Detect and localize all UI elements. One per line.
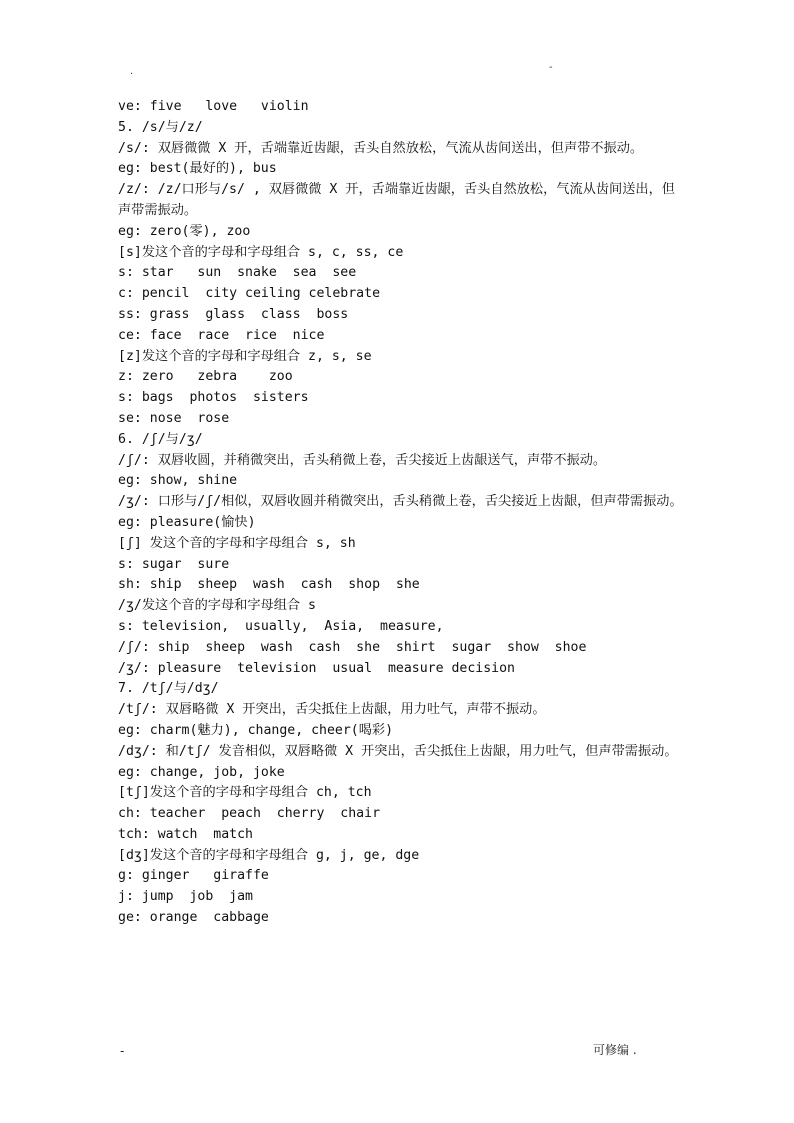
text-line: s: star sun snake sea see xyxy=(118,265,357,281)
text-line: eg: change, job, joke xyxy=(118,764,285,780)
text-line: /ʒ/: pleasure television usual measure decision xyxy=(118,660,515,676)
text-line: sh: ship sheep wash cash shop she xyxy=(118,577,420,593)
text-line: ge: orange cabbage xyxy=(118,910,269,926)
text-line: eg: best(最好的), bus xyxy=(118,161,277,177)
section-heading: 6. /ʃ/与/ʒ/ xyxy=(118,431,203,447)
text-line: ch: teacher peach cherry chair xyxy=(118,806,381,822)
text-line: [tʃ]发这个音的字母和字母组合 ch, tch xyxy=(118,785,372,801)
text-line: [s]发这个音的字母和字母组合 s, c, ss, ce xyxy=(118,244,404,260)
text-line: /ʒ/: 口形与/ʃ/相似，双唇收圆并稍微突出，舌头稍微上卷，舌尖接近上齿龈，但声带需振动。 xyxy=(118,494,683,510)
section-heading: 7. /tʃ/与/dʒ/ xyxy=(118,681,219,697)
text-line: s: bags photos sisters xyxy=(118,390,309,406)
text-line: ce: face race rice nice xyxy=(118,327,325,343)
text-line: s: television, usually, Asia, measure, xyxy=(118,618,444,634)
text-line: eg: show, shine xyxy=(118,473,238,489)
text-line: j: jump job jam xyxy=(118,889,253,905)
text-line: /ʃ/: ship sheep wash cash she shirt sugar show shoe xyxy=(118,639,587,655)
header-left-mark: . xyxy=(130,66,134,77)
footer-left-mark: - xyxy=(120,1044,125,1058)
text-line: [dʒ]发这个音的字母和字母组合 g, j, ge, dge xyxy=(118,847,420,863)
text-line: eg: pleasure(愉快) xyxy=(118,514,256,530)
text-line: eg: zero(零), zoo xyxy=(118,223,251,239)
text-line: eg: charm(魅力), change, cheer(喝彩) xyxy=(118,722,394,738)
footer-editable-note: 可修编 . xyxy=(593,1043,637,1057)
text-line: se: nose rose xyxy=(118,410,230,426)
text-line: /ʒ/发这个音的字母和字母组合 s xyxy=(118,598,316,614)
text-line: /tʃ/: 双唇略微 X 开突出，舌尖抵住上齿龈，用力吐气，声带不振动。 xyxy=(118,702,546,718)
text-line: z: zero zebra zoo xyxy=(118,369,293,385)
text-line: c: pencil city ceiling celebrate xyxy=(118,286,381,302)
text-line: /dʒ/: 和/tʃ/ 发音相似，双唇略微 X 开突出，舌尖抵住上齿龈，用力吐气，但声带需振动。 xyxy=(118,743,678,759)
header-right-mark: - xyxy=(549,62,553,73)
text-line: /s/: 双唇微微 X 开，舌端靠近齿龈，舌头自然放松，气流从齿间送出，但声带不振动。 xyxy=(118,140,644,156)
text-line: ss: grass glass class boss xyxy=(118,306,349,322)
text-line: /ʃ/: 双唇收圆，并稍微突出，舌头稍微上卷，舌尖接近上齿龈送气，声带不振动。 xyxy=(118,452,607,468)
text-line: s: sugar sure xyxy=(118,556,230,572)
document-body xyxy=(118,97,688,929)
section-heading: 5. /s/与/z/ xyxy=(118,119,203,135)
text-line: /z/: /z/口形与/s/ , 双唇微微 X 开，舌端靠近齿龈，舌头自然放松，气流从齿间送出，但声带需振动。 xyxy=(118,182,675,218)
text-line: g: ginger giraffe xyxy=(118,868,269,884)
text-line: [z]发这个音的字母和字母组合 z, s, se xyxy=(118,348,372,364)
text-line: ve: five love violin xyxy=(118,99,309,114)
text-line: [ʃ] 发这个音的字母和字母组合 s, sh xyxy=(118,535,356,551)
text-line: tch: watch match xyxy=(118,826,253,842)
